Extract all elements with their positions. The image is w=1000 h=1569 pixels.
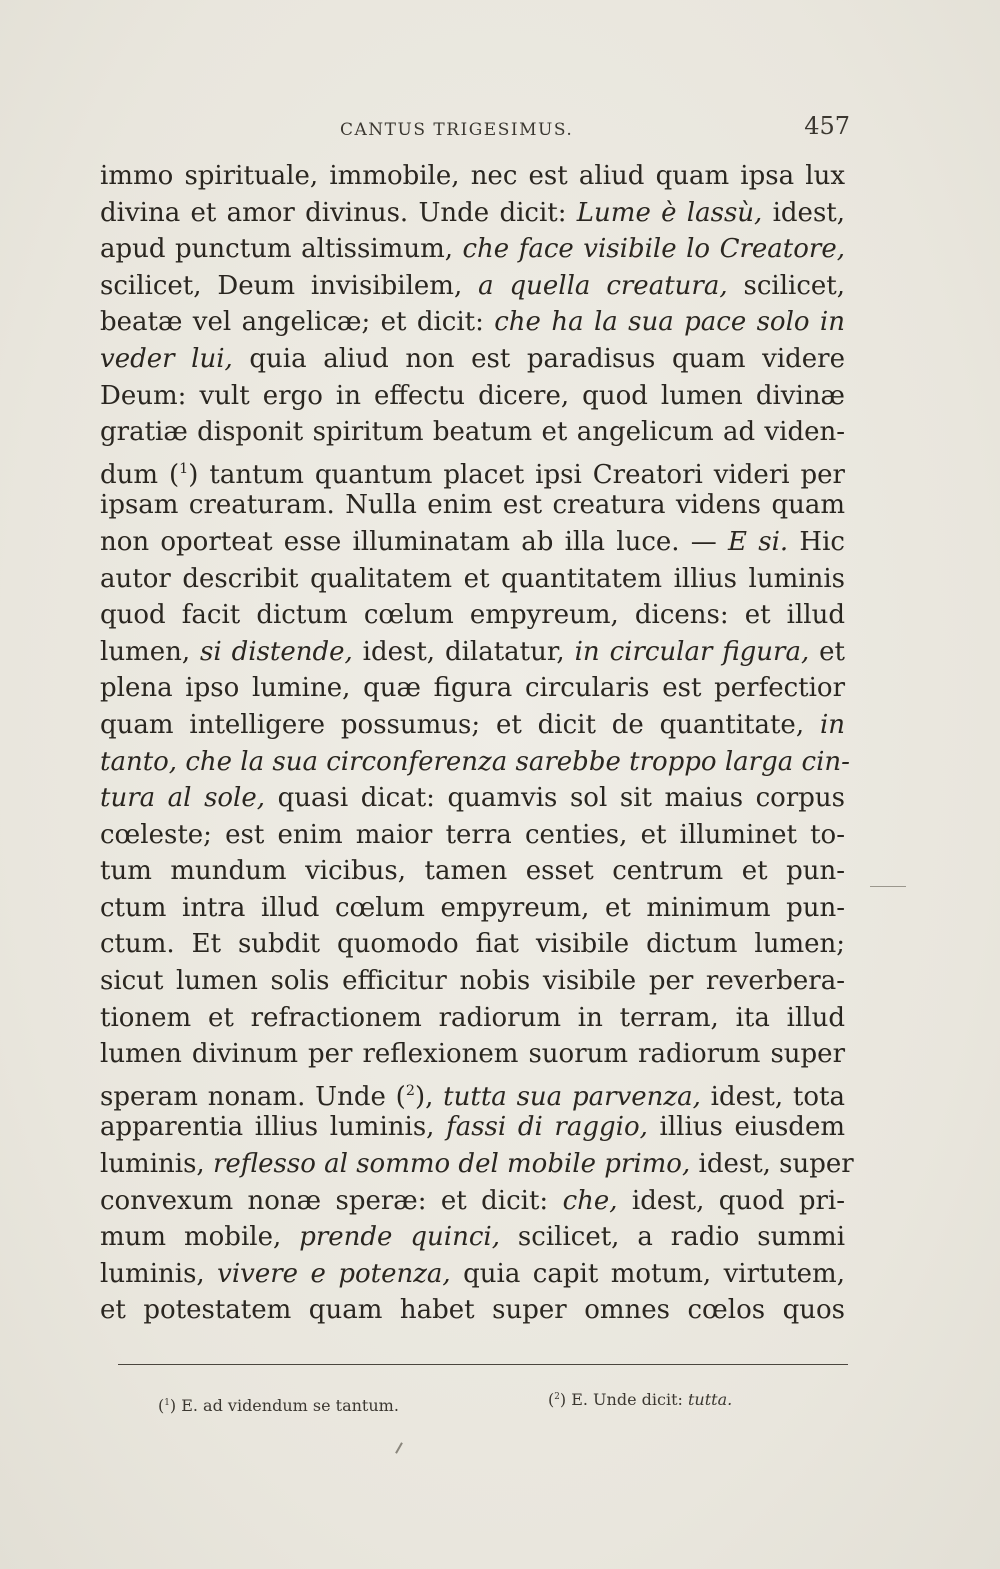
text-segment: scilicet, [727, 270, 845, 301]
text-line [100, 890, 845, 927]
italic-quote: tutta sua parvenza, [443, 1081, 701, 1112]
text-segment: apparentia illius luminis, [100, 1112, 447, 1143]
text-segment: immo spirituale, immobile, nec est aliud quam ipsa lux [100, 161, 845, 191]
text-segment: convexum nonæ speræ: et dicit: [100, 1185, 563, 1216]
italic-quote: tanto, che la sua circonferenza sarebbe troppo larga cin- [100, 746, 850, 777]
footnote-1-text: E. ad videndum se tantum. [181, 1396, 399, 1415]
text-segment: ctum. Et subdit quomodo fiat visibile dictum lumen; [100, 929, 845, 960]
text-segment: idest, [762, 197, 845, 228]
footnotes [118, 1388, 848, 1418]
text-segment: et [809, 636, 845, 667]
page-number: 457 [804, 112, 850, 140]
text-line [100, 634, 845, 671]
italic-quote: che ha la sua pace solo in [494, 307, 845, 338]
text-line [100, 378, 845, 415]
footnote-2-mark: 2 [554, 1391, 560, 1402]
text-segment: tionem et refractionem radiorum in terram, ita illud [100, 1002, 845, 1033]
text-line [100, 1292, 845, 1329]
text-line [100, 926, 845, 963]
italic-quote: in [819, 709, 845, 740]
text-segment: non oporteat esse illuminatam ab illa luce. — [100, 526, 729, 557]
text-line [100, 195, 845, 232]
italic-quote: E si. [728, 526, 789, 557]
text-segment: quasi dicat: quamvis sol sit maius corpus [265, 783, 845, 814]
text-segment: idest, quod pri- [617, 1185, 845, 1216]
text-segment: ), [414, 1081, 444, 1112]
italic-quote: veder lui, [100, 343, 233, 374]
text-segment: Hic [788, 526, 845, 557]
text-line [100, 1036, 845, 1073]
text-segment: sicut lumen solis efficitur nobis visibile per reverbera- [100, 966, 845, 997]
text-segment: lumen, [100, 636, 201, 667]
text-segment: mum mobile, [100, 1222, 300, 1253]
italic-quote: vivere e potenza, [217, 1258, 451, 1289]
text-line [100, 524, 845, 561]
italic-quote: fassi di raggio, [446, 1112, 648, 1143]
text-line [100, 341, 845, 378]
text-segment: Deum: vult ergo in effectu dicere, quod lumen divinæ [100, 380, 845, 411]
text-segment: quia aliud non est paradisus quam videre [232, 343, 845, 374]
text-segment: divina et amor divinus. Unde dicit: [100, 197, 577, 228]
text-segment: scilicet, Deum invisibilem, [100, 270, 479, 301]
italic-quote: Lume è lassù, [576, 197, 763, 228]
italic-quote: a quella creatura, [478, 270, 728, 301]
italic-quote: prende quinci, [299, 1222, 500, 1253]
margin-mark [870, 886, 906, 887]
footnote-2-text: E. Unde dicit: [571, 1390, 688, 1409]
text-segment: luminis, [100, 1149, 213, 1180]
text-segment: cœleste; est enim maior terra centies, et illuminet to- [100, 819, 845, 850]
text-line [100, 304, 845, 341]
text-segment: et potestatem quam habet super omnes cœlos quos [100, 1295, 845, 1326]
text-segment: idest, tota [700, 1081, 845, 1112]
text-line [100, 670, 845, 707]
text-segment: beatæ vel angelicæ; et dicit: [100, 307, 495, 338]
text-line [100, 1256, 845, 1293]
page-header [100, 112, 850, 152]
footnote-1-mark: 1 [164, 1397, 170, 1408]
text-segment: ipsam creaturam. Nulla enim est creatura videns quam [100, 490, 845, 521]
text-line [100, 268, 845, 305]
text-segment: quam intelligere possumus; et dicit de quantitate, [100, 709, 820, 740]
footnote-rule [118, 1364, 848, 1365]
running-head: CANTUS TRIGESIMUS. [340, 120, 574, 140]
text-segment: quia capit motum, virtutem, [450, 1258, 845, 1289]
italic-quote: tura al sole, [100, 783, 266, 814]
text-segment: quod facit dictum cœlum empyreum, dicens: et illud [100, 600, 845, 631]
italic-quote: reflesso al sommo del mobile primo, [212, 1149, 691, 1180]
text-line [100, 780, 845, 817]
footnote-1: ($^1$) E. ad videndum se tantum. [158, 1396, 399, 1415]
text-segment: plena ipso lumine, quæ figura circularis est perfectior [100, 673, 845, 704]
text-line [100, 597, 845, 634]
footnote-ref: 1 [179, 460, 189, 477]
text-line [100, 853, 845, 890]
footnote-2-italic: tutta. [687, 1390, 733, 1409]
italic-quote: in circular figura, [574, 636, 810, 667]
text-line [100, 451, 845, 488]
text-segment: ctum intra illud cœlum empyreum, et minimum pun- [100, 892, 845, 923]
text-line [100, 1073, 845, 1110]
text-segment: lumen divinum per reflexionem suorum radiorum super [100, 1039, 845, 1070]
text-segment: scilicet, a radio summi [499, 1222, 846, 1253]
text-line [100, 561, 845, 598]
text-line [100, 487, 845, 524]
text-segment: dum ( [100, 459, 180, 490]
text-segment: luminis, [100, 1258, 218, 1289]
text-line [100, 414, 845, 451]
text-segment: autor describit qualitatem et quantitatem illius luminis [100, 563, 845, 594]
body-text [100, 158, 854, 1329]
text-line [100, 1000, 845, 1037]
text-segment: ) tantum quantum placet ipsi Creatori videri per [188, 459, 845, 490]
text-segment: gratiæ disponit spiritum beatum et angelicum ad viden- [100, 417, 845, 448]
text-line [100, 1183, 845, 1220]
text-segment: tum mundum vicibus, tamen esset centrum et pun- [100, 856, 845, 887]
text-segment: idest, super [690, 1149, 854, 1180]
text-line [100, 1219, 845, 1256]
text-line [100, 744, 850, 781]
text-segment: speram nonam. Unde ( [100, 1081, 406, 1112]
text-line [100, 1109, 845, 1146]
text-line [100, 1146, 854, 1183]
footnote-ref: 2 [405, 1082, 415, 1099]
footnote-2: ($^2$) E. Unde dicit: tutta. [548, 1390, 733, 1409]
italic-quote: che, [562, 1185, 618, 1216]
text-segment: idest, dilatatur, [352, 636, 575, 667]
text-segment: apud punctum altissimum, [100, 234, 463, 265]
stray-pen-mark [395, 1442, 403, 1453]
italic-quote: che face visibile lo Creatore, [462, 234, 845, 265]
text-line [100, 231, 845, 268]
italic-quote: si distende, [200, 636, 353, 667]
text-line [100, 158, 845, 195]
text-line [100, 707, 845, 744]
text-segment: illius eiusdem [647, 1112, 845, 1143]
text-line [100, 963, 845, 1000]
text-line [100, 817, 845, 854]
